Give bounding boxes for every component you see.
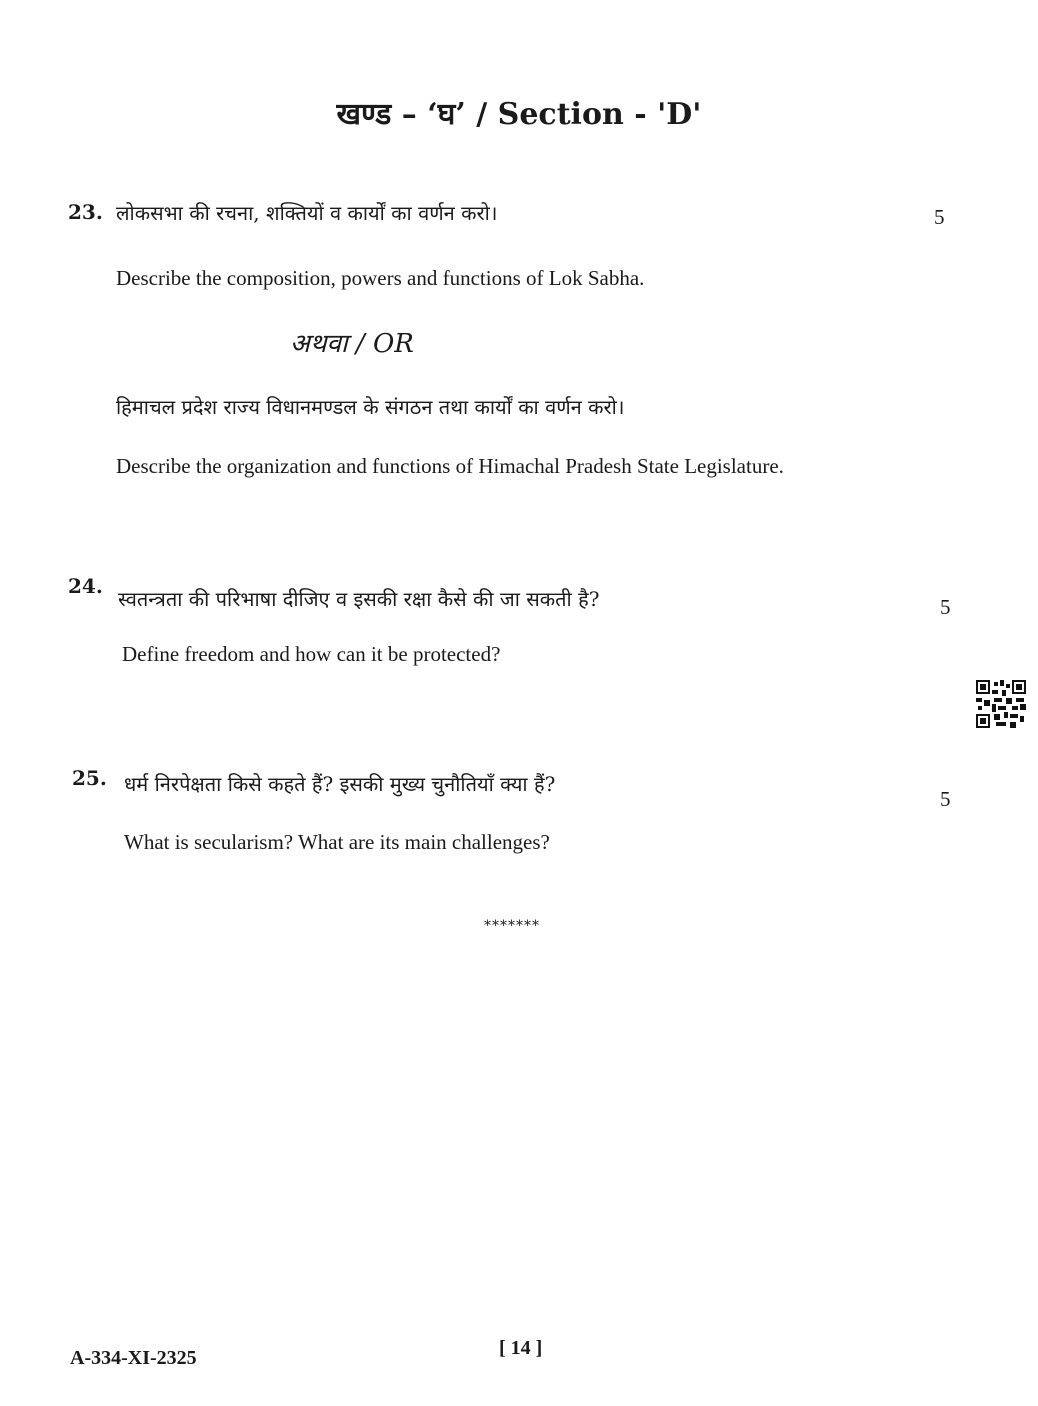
qr-code-icon bbox=[976, 680, 1026, 728]
paper-code: A-334-XI-2325 bbox=[70, 1347, 197, 1369]
page-number: [ 14 ] bbox=[499, 1337, 543, 1359]
question-23-alt-hindi: हिमाचल प्रदेश राज्य विधानमण्डल के संगठन तथा कार्यों का वर्णन करो। bbox=[116, 395, 625, 419]
section-heading: खण्ड – ‘घ’ / Section - 'D' bbox=[336, 97, 702, 132]
question-23-hindi: लोकसभा की रचना, शक्तियों व कार्यों का वर्णन करो। bbox=[116, 201, 498, 225]
or-label: अथवा / OR bbox=[290, 329, 414, 359]
question-24-hindi: स्वतन्त्रता की परिभाषा दीजिए व इसकी रक्षा कैसे की जा सकती है? bbox=[118, 587, 600, 611]
question-23-number: 23. bbox=[68, 200, 103, 224]
question-24-english: Define freedom and how can it be protected? bbox=[122, 642, 501, 666]
end-marker: ******* bbox=[484, 918, 540, 934]
question-24-marks: 5 bbox=[940, 595, 951, 619]
question-25-english: What is secularism? What are its main challenges? bbox=[124, 830, 550, 854]
question-25-number: 25. bbox=[72, 766, 107, 790]
question-25-hindi: धर्म निरपेक्षता किसे कहते हैं? इसकी मुख्य चुनौतियाँ क्या हैं? bbox=[124, 772, 556, 796]
question-25-marks: 5 bbox=[940, 787, 951, 811]
question-23-alt-english: Describe the organization and functions of Himachal Pradesh State Legislature. bbox=[116, 454, 784, 478]
question-24-number: 24. bbox=[68, 574, 103, 598]
question-23-marks: 5 bbox=[934, 205, 945, 229]
question-23-english: Describe the composition, powers and functions of Lok Sabha. bbox=[116, 266, 645, 290]
